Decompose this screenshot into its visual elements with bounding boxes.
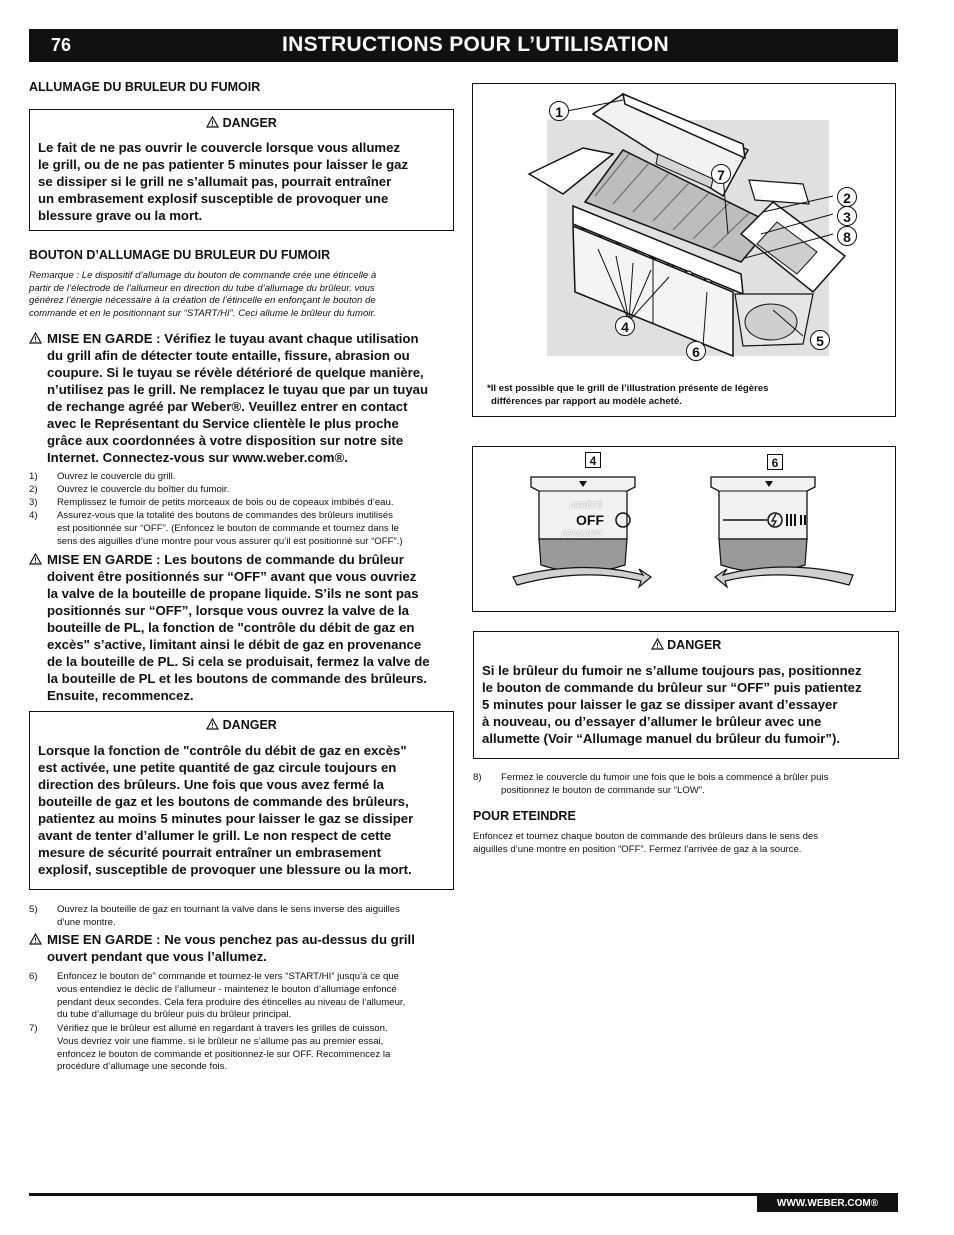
danger-text-2: Lorsque la fonction de "contrôle du débit de gaz en excès" est activée, une petite quantité de gaz circule toujours en direction des brûleurs. Une fois que vous avez fermé la bouteille de gaz et les boutons de commande des brûleurs, patientez au moins 5 minutes pour laisser le gaz se dissiper avant de tenter d’allumer le grill. Le non respect de cette mesure de sécurité pourrait entraîner un embrasement explosif, susceptible de provoquer une blessure ou la mort. bbox=[38, 743, 414, 877]
section-title-ignition-button: BOUTON D’ALLUMAGE DU BRULEUR DU FUMOIR bbox=[29, 248, 331, 262]
figure-knobs bbox=[472, 446, 896, 612]
list-item: 5) Ouvrez la bouteille de gaz en tournant la valve dans le sens inverse des aiguilles d’une montre. bbox=[29, 904, 400, 928]
list-item: 1) Ouvrez le couvercle du grill. bbox=[29, 471, 176, 482]
callout-7: 7 bbox=[711, 164, 731, 184]
warning-icon bbox=[29, 553, 42, 565]
danger-heading: DANGER bbox=[30, 718, 453, 732]
callout-2: 2 bbox=[837, 187, 857, 207]
page-header bbox=[29, 29, 898, 62]
callout-1: 1 bbox=[549, 101, 569, 121]
danger-box-3 bbox=[473, 631, 899, 759]
danger-text-1: Le fait de ne pas ouvrir le couvercle lorsque vous allumez le grill, ou de ne pas patienter 5 minutes pour laisser le gaz se dissiper si le grill ne s’allumait pas, pourrait entraîner un embrasement explosif susceptible de provoquer une blessure grave ou la mort. bbox=[38, 140, 409, 223]
danger-heading: DANGER bbox=[30, 116, 453, 130]
list-item: 2) Ouvrez le couvercle du boîtier du fumoir. bbox=[29, 484, 230, 495]
grill-illustration bbox=[473, 84, 895, 384]
warning-valves: MISE EN GARDE : Les boutons de commande du brûleur doivent être positionnés sur “OFF” avant que vous ouvriez la valve de la bouteille de propane liquide. S’ils ne sont pas positionnés sur “OFF”, lorsque vous ouvrez la valve de la bouteille de PL, la fonction de "contrôle du débit de gaz en excès" s’active, limitant ainsi le débit de gaz en provenance de la bouteille de PL. Si cela se produisait, fermez la valve de la bouteille de PL et les boutons de commande des brûleurs. Ensuite, recommencez. bbox=[29, 551, 459, 706]
warning-icon bbox=[29, 332, 42, 344]
warning-hose: MISE EN GARDE : Vérifiez le tuyau avant chaque utilisation du grill afin de détecter toute entaille, fissure, abrasion ou coupure. Si le tuyau se révèle détérioré de quelque manière, n’utilisez pas le grill. Ne remplacez le tuyau que par un tuyau de rechange agréé par Weber®. Veuillez entrer en contact avec le Représentant du Service clientèle le plus proche grâce aux coordonnées à votre disposition sur notre site Internet. Connectez-vous sur www.weber.com®. bbox=[29, 330, 459, 466]
danger-text-3: Si le brûleur du fumoir ne s’allume toujours pas, positionnez le bouton de commande du brûleur sur “OFF” puis patientez 5 minutes pour laisser le gaz se dissiper avant d’essayer à nouveau, ou d’essayer d’allumer le brûleur avec une allumette (Voir “Allumage manuel du brûleur du fumoir”). bbox=[482, 663, 862, 746]
list-item: 8) Fermez le couvercle du fumoir une fois que le bois a commencé à brûler puis positionnez le bouton de commande sur “LOW”. bbox=[473, 772, 829, 796]
remark-note: Remarque : Le dispositif d’allumage du bouton de commande crée une étincelle à partir de l’électrode de l’allumeur en direction du tube d’allumage du brûleur. vous générez l’énergie nécessaire à la création de l’étincelle en enfonçant le bouton de commande et en le positionnant sur “START/HI”. Ceci allume le brûleur du fumoir. bbox=[29, 270, 377, 319]
callout-8: 8 bbox=[837, 226, 857, 246]
section-title-smoker-lighting: ALLUMAGE DU BRULEUR DU FUMOIR bbox=[29, 80, 261, 94]
warning-lean: MISE EN GARDE : Ne vous penchez pas au-dessus du grill ouvert pendant que vous l’allumez. bbox=[29, 931, 459, 967]
list-item: 7) Vérifiez que le brûleur est allumé en regardant à travers les grilles de cuisson. Vous devriez voir une flamme. si le brûleur ne s’allume pas au premier essai, enfoncez le bouton de commande et positionnez-le sur OFF. Recommencez la procédure d’allumage une seconde fois. bbox=[29, 1023, 391, 1073]
figure-caption: *Il est possible que le grill de l’illustration présente de légères différences par rapport au modèle acheté. bbox=[487, 383, 769, 407]
warning-icon bbox=[206, 718, 219, 730]
danger-heading: DANGER bbox=[474, 638, 898, 652]
warning-icon bbox=[206, 116, 219, 128]
footer-website: WWW.WEBER.COM® bbox=[757, 1196, 898, 1212]
warning-icon bbox=[651, 638, 664, 650]
callout-5: 5 bbox=[810, 330, 830, 350]
knob-illustration bbox=[473, 447, 895, 611]
knob-label-arrete: ARRÊTÉ bbox=[569, 501, 602, 510]
danger-box-1 bbox=[29, 109, 454, 231]
list-item: 3) Remplissez le fumoir de petits morceaux de bois ou de copeaux imbibés d’eau. bbox=[29, 497, 394, 508]
callout-3: 3 bbox=[837, 206, 857, 226]
knob-label-apagado: APAGADO bbox=[561, 529, 602, 538]
page-title: INSTRUCTIONS POUR L’UTILISATION bbox=[282, 33, 669, 56]
list-item: 6) Enfoncez le bouton de” commande et tournez-le vers “START/HI” jusqu’à ce que vous entendiez le déclic de l’allumeur - maintenez le bouton d’allumage enfoncé pendant deux secondes. Cela fera produire des étincelles au niveau de l’allumeur, du tube d’allumage du brûleur puis du brûleur principal. bbox=[29, 971, 406, 1021]
shutdown-text: Enfoncez et tournez chaque bouton de commande des brûleurs dans le sens des aiguilles d’une montre en position “OFF”. Fermez l’arrivée de gaz à la source. bbox=[473, 831, 819, 855]
knob-label-off: OFF bbox=[576, 512, 604, 528]
figure-grill bbox=[472, 83, 896, 417]
callout-4: 4 bbox=[615, 316, 635, 336]
callout-4: 4 bbox=[585, 452, 601, 468]
page-number: 76 bbox=[51, 35, 72, 55]
callout-6: 6 bbox=[686, 341, 706, 361]
callout-6: 6 bbox=[767, 454, 783, 470]
danger-box-2 bbox=[29, 711, 454, 890]
warning-icon bbox=[29, 933, 42, 945]
list-item: 4) Assurez-vous que la totalité des boutons de commandes des brûleurs inutilisés est positionnée sur “OFF”. (Enfoncez le bouton de commande et tournez dans le sens des aiguilles d’une montre pour vous assurer qu’il est positionné sur “OFF”.) bbox=[29, 510, 403, 547]
section-title-shutdown: POUR ETEINDRE bbox=[473, 809, 576, 823]
